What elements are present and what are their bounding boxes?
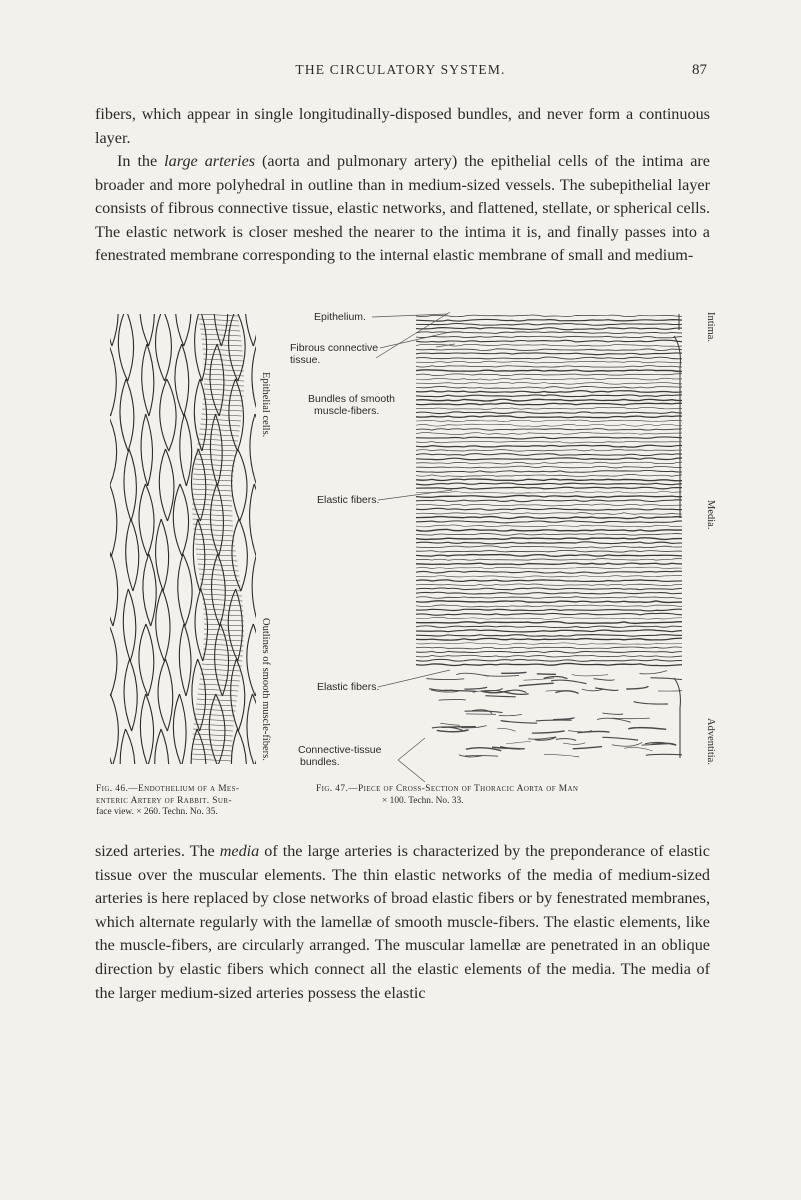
label-connective-tissue-bundles	[298, 744, 381, 768]
leader-epithelium	[372, 314, 448, 317]
leader-connective-b	[398, 760, 425, 782]
figure-47-caption-line1: Fig. 47.—Piece of Cross-Section of Thoracic Aorta of Man	[316, 784, 579, 794]
label-bundles-smooth-muscle	[308, 393, 395, 417]
leader-fibrous	[380, 332, 450, 348]
label-connective-line2: bundles.	[300, 756, 340, 768]
figure-46-caption	[96, 784, 296, 819]
label-media: Media.	[705, 500, 716, 530]
page-number: 87	[692, 62, 707, 78]
label-bundles-line2: muscle-fibers.	[314, 405, 380, 417]
label-bundles-line1: Bundles of smooth	[308, 393, 395, 405]
figure-46-endothelium-illustration	[110, 314, 256, 764]
label-elastic-fibers-2: Elastic fibers.	[317, 681, 380, 693]
label-adventitia: Adventitia.	[705, 718, 716, 765]
label-fibrous-connective	[290, 342, 378, 366]
paragraph-3-body: of the large arteries is characterized by the preponderance of elastic tissue over the muscular elements. The thin elastic networks of the media of medium-sized arteries is here replaced by close networks of broad elastic fibers or by fenestrated membranes, which alternate regularly with the lamellæ of smooth muscle-fibers. The elastic elements, like the muscle-fibers, are circularly arranged. The muscular lamellæ are penetrated in an oblique direction by elastic fibers which connect all the elastic elements of the media. The media of the larger medium-sized arteries possess the elastic	[95, 842, 710, 1002]
paragraph-1: fibers, which appear in single longitudinally-disposed bundles, and never form a continuous layer.	[95, 105, 710, 147]
label-epithelium: Epithelium.	[314, 311, 366, 323]
emphasis-media: media	[219, 842, 260, 860]
label-connective-line1: Connective-tissue	[298, 744, 382, 756]
paragraph-3	[95, 840, 710, 1005]
label-epithelial-cells: Epithelial cells.	[260, 372, 271, 438]
label-intima: Intima.	[705, 312, 716, 343]
leader-connective-a	[398, 738, 425, 760]
paragraph-2-body: (aorta and pulmonary artery) the epithelial cells of the intima are broader and more polyhedral in outline than in medium-sized vessels. The subepithelial layer consists of fibrous connective tissue, elastic networks, and flattened, stellate, or spherical cells. The elastic network is closer meshed the nearer to the intima it is, and finally passes into a fenestrated membrane corresponding to the internal elastic membrane of small and medium-	[95, 152, 710, 265]
paragraph-2-start: In the	[117, 152, 165, 170]
figure-46-caption-line3: face view. × 260. Techn. No. 35.	[96, 807, 218, 817]
leader-fibrous-2	[376, 312, 450, 358]
figure-46-caption-line2: enteric Artery of Rabbit. Sur-	[96, 795, 232, 806]
label-elastic-fibers-1: Elastic fibers.	[317, 494, 380, 506]
paragraph-2	[95, 150, 710, 268]
label-outlines-smooth-muscle: Outlines of smooth muscle-fibers.	[260, 618, 271, 761]
figure-47-caption-line2: × 100. Techn. No. 33.	[382, 795, 464, 806]
emphasis-large-arteries: large arteries	[164, 152, 256, 170]
label-fibrous-line2: tissue.	[290, 354, 321, 366]
figure-47-leader-lines	[300, 300, 470, 790]
leader-bundles	[436, 344, 455, 347]
page-header	[0, 62, 801, 86]
figure-46-caption-line1: Fig. 46.—Endothelium of a Mes-	[96, 784, 240, 794]
running-title: THE CIRCULATORY SYSTEM.	[295, 62, 506, 77]
figure-47-caption	[316, 784, 716, 807]
label-fibrous-line1: Fibrous connective	[290, 342, 379, 354]
paragraph-3-start: sized arteries. The	[95, 842, 220, 860]
leader-elastic-2	[378, 670, 450, 687]
leader-elastic-1	[378, 490, 452, 500]
